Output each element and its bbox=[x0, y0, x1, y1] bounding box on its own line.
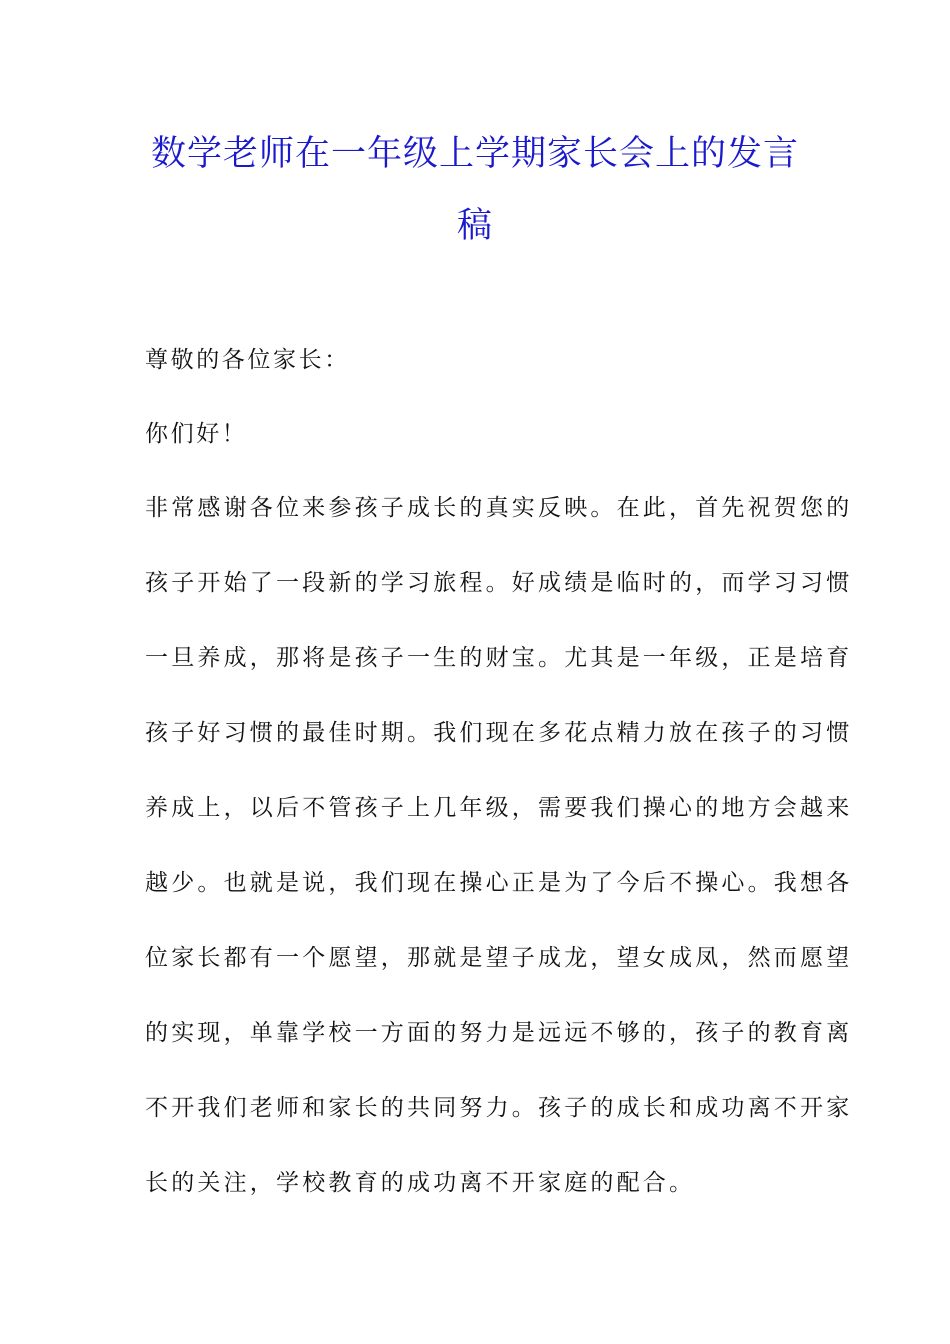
paragraph-line: 一旦养成，那将是孩子一生的财宝。尤其是一年级，正是培育 bbox=[145, 645, 853, 671]
body-paragraph bbox=[145, 471, 853, 1221]
paragraph-line: 位家长都有一个愿望，那就是望子成龙，望女成凤，然而愿望 bbox=[145, 945, 853, 971]
paragraph-line: 长的关注，学校教育的成功离不开家庭的配合。 bbox=[145, 1170, 696, 1196]
paragraph-line: 非常感谢各位来参孩子成长的真实反映。在此，首先祝贺您的 bbox=[145, 495, 853, 521]
paragraph-line: 越少。也就是说，我们现在操心正是为了今后不操心。我想各 bbox=[145, 870, 853, 896]
document-title-line-2: 稿 bbox=[456, 206, 493, 246]
greeting-line: 尊敬的各位家长： bbox=[145, 347, 350, 373]
paragraph-line: 孩子开始了一段新的学习旅程。好成绩是临时的，而学习习惯 bbox=[145, 570, 853, 596]
hello-line: 你们好！ bbox=[145, 421, 248, 447]
paragraph-line: 养成上，以后不管孩子上几年级，需要我们操心的地方会越来 bbox=[145, 795, 853, 821]
paragraph-line: 的实现，单靠学校一方面的努力是远远不够的，孩子的教育离 bbox=[145, 1020, 853, 1046]
paragraph-line: 孩子好习惯的最佳时期。我们现在多花点精力放在孩子的习惯 bbox=[145, 720, 853, 746]
document-title-line-1: 数学老师在一年级上学期家长会上的发言 bbox=[150, 134, 799, 174]
paragraph-line: 不开我们老师和家长的共同努力。孩子的成长和成功离不开家 bbox=[145, 1095, 853, 1121]
